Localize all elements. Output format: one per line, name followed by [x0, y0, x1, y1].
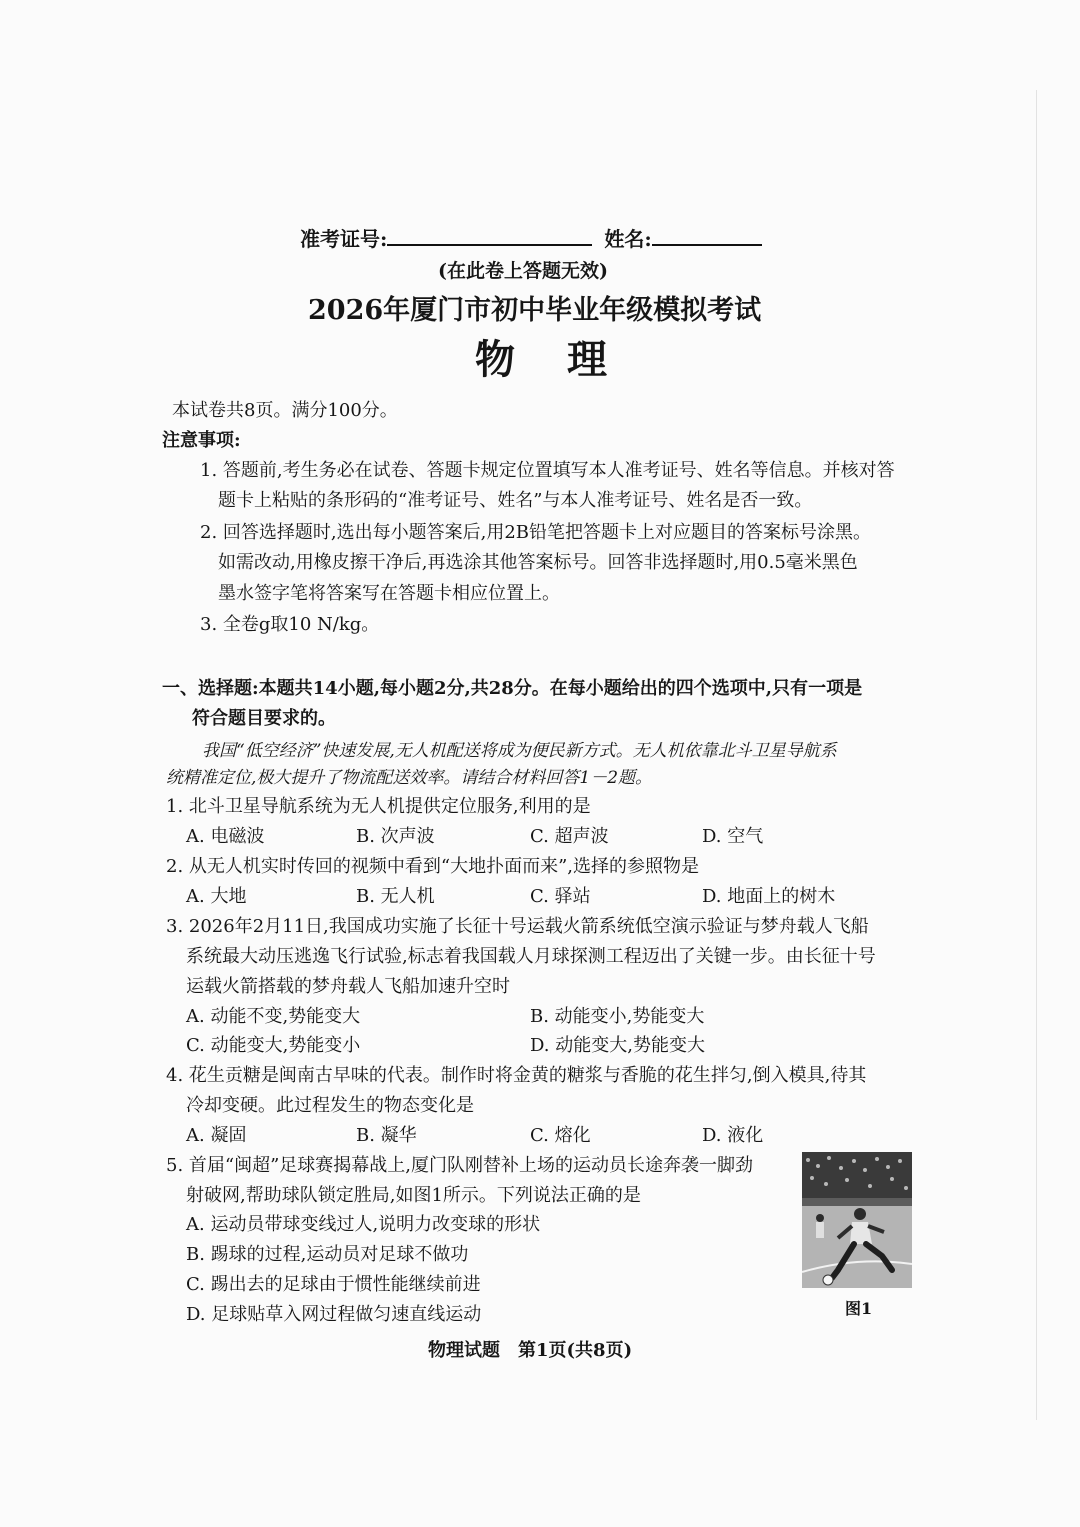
material-line1: 我国“低空经济”快速发展,无人机配送将成为便民新方式。无人机依靠北斗卫星导航系 [202, 741, 837, 761]
material-line2: 统精准定位,极大提升了物流配送效率。请结合材料回答1－2题。 [166, 768, 653, 788]
page-edge-line [1036, 90, 1037, 1420]
exam-id-line [300, 223, 762, 252]
q3-stem-line3: 运载火箭搭载的梦舟载人飞船加速升空时 [186, 976, 510, 997]
q3-option-c: C. 动能变大,势能变小 [186, 1035, 361, 1056]
q4-option-c: C. 熔化 [530, 1125, 591, 1146]
name-label: 姓名: [604, 227, 652, 251]
q3-stem-line1: 3. 2026年2月11日,我国成功实施了长征十号运载火箭系统低空演示验证与梦舟载人飞船 [166, 916, 869, 937]
notice-1-line2: 题卡上粘贴的条形码的“准考证号、姓名”与本人准考证号、姓名是否一致。 [218, 490, 813, 511]
q4-stem-line1: 4. 花生贡糖是闽南古早味的代表。制作时将金黄的糖浆与香脆的花生拌匀,倒入模具,待其 [166, 1065, 867, 1086]
notice-2-line3: 墨水签字笔将答案写在答题卡相应位置上。 [218, 583, 560, 604]
notice-2-line2: 如需改动,用橡皮擦干净后,再选涂其他答案标号。回答非选择题时,用0.5毫米黑色 [218, 552, 858, 573]
q4-stem-line2: 冷却变硬。此过程发生的物态变化是 [186, 1095, 474, 1116]
notice-1-line1: 1. 答题前,考生务必在试卷、答题卡规定位置填写本人准考证号、姓名等信息。并核对答 [200, 460, 895, 481]
exam-id-label: 准考证号: [300, 227, 388, 251]
q4-option-d: D. 液化 [702, 1125, 764, 1146]
section1-title-line1: 一、选择题:本题共14小题,每小题2分,共28分。在每小题给出的四个选项中,只有一项是 [162, 678, 863, 699]
page-footer: 物理试题 第1页(共8页) [428, 1340, 633, 1361]
section1-title-line2: 符合题目要求的。 [192, 708, 336, 729]
notice-3: 3. 全卷g取10 N/kg。 [200, 614, 380, 635]
q5-option-c: C. 踢出去的足球由于惯性能继续前进 [186, 1274, 481, 1295]
q1-stem: 1. 北斗卫星导航系统为无人机提供定位服务,利用的是 [166, 796, 591, 817]
q2-option-c: C. 驿站 [530, 886, 591, 907]
q1-option-b: B. 次声波 [356, 826, 435, 847]
q3-option-d: D. 动能变大,势能变大 [530, 1035, 705, 1056]
q4-option-a: A. 凝固 [186, 1125, 247, 1146]
figure1-label: 图1 [845, 1299, 873, 1318]
q3-option-b: B. 动能变小,势能变大 [530, 1006, 705, 1027]
subject-title: 物 理 [475, 336, 613, 383]
q5-option-b: B. 踢球的过程,运动员对足球不做功 [186, 1244, 469, 1265]
notice-2-line1: 2. 回答选择题时,选出每小题答案后,用2B铅笔把答题卡上对应题目的答案标号涂黑。 [200, 522, 872, 543]
q5-option-d: D. 足球贴草入网过程做匀速直线运动 [186, 1304, 482, 1325]
pages-info: 本试卷共8页。满分100分。 [172, 400, 398, 421]
soccer-photo-graphic [802, 1152, 912, 1288]
q5-stem-line1: 5. 首届“闽超”足球赛揭幕战上,厦门队刚替补上场的运动员长途奔袭一脚劲 [166, 1155, 754, 1176]
q4-option-b: B. 凝华 [356, 1125, 417, 1146]
q3-stem-line2: 系统最大动压逃逸飞行试验,标志着我国载人月球探测工程迈出了关键一步。由长征十号 [186, 946, 876, 967]
q2-option-a: A. 大地 [186, 886, 247, 907]
notice-title: 注意事项: [162, 430, 241, 451]
figure1-soccer-photo [802, 1152, 912, 1288]
q1-option-a: A. 电磁波 [186, 826, 265, 847]
exam-title: 2026年厦门市初中毕业年级模拟考试 [308, 295, 762, 326]
q3-option-a: A. 动能不变,势能变大 [186, 1006, 361, 1027]
q2-option-d: D. 地面上的树木 [702, 886, 836, 907]
q5-stem-line2: 射破网,帮助球队锁定胜局,如图1所示。下列说法正确的是 [186, 1185, 641, 1206]
q1-option-d: D. 空气 [702, 826, 764, 847]
exam-id-blank [387, 224, 592, 246]
invalid-note: (在此卷上答题无效) [438, 260, 608, 282]
q2-stem: 2. 从无人机实时传回的视频中看到“大地扑面而来”,选择的参照物是 [166, 856, 700, 877]
q5-option-a: A. 运动员带球变线过人,说明力改变球的形状 [186, 1214, 541, 1235]
q1-option-c: C. 超声波 [530, 826, 609, 847]
q2-option-b: B. 无人机 [356, 886, 435, 907]
name-blank [652, 224, 762, 246]
